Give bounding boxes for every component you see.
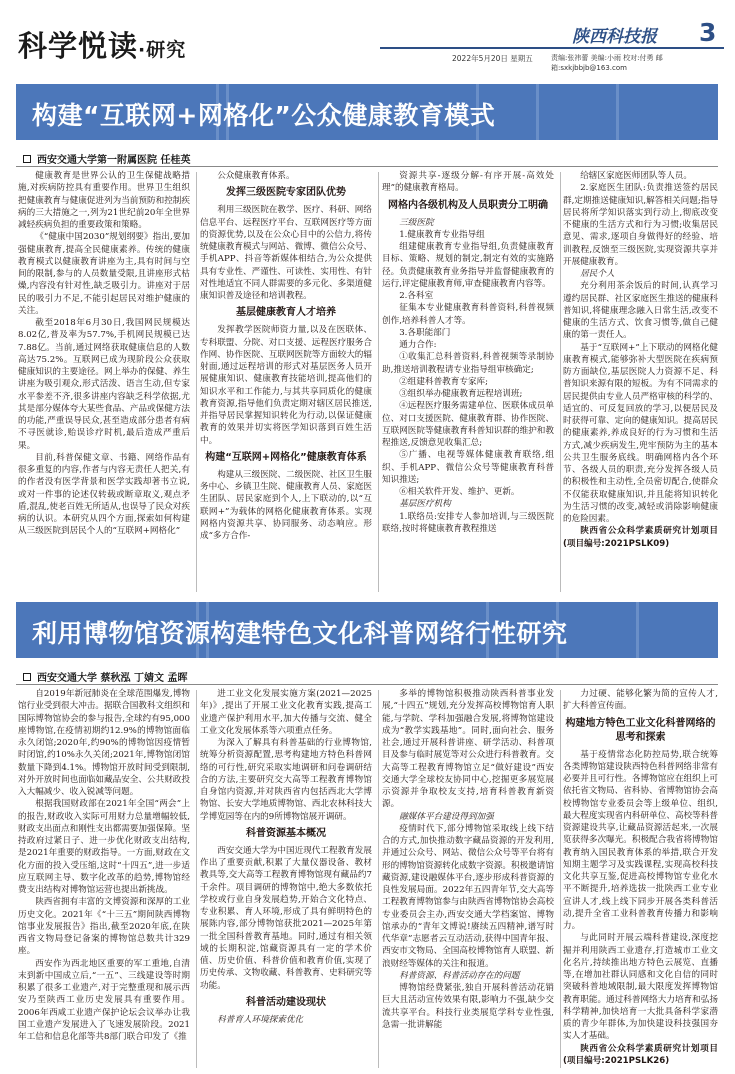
paragraph: ⑤广播、电视等媒体健康教育联络,组织、手机APP、微信公众号等健康教育科普知识推送; — [382, 450, 554, 485]
paragraph: ④远程医疗服务需建单位、医联体成员单位、对口支援医院、健康教育群、协作医院、互联网医院等健康教育科普知识群的维护和教程推送,反馈意见收集汇总; — [382, 401, 554, 448]
paragraph: ⑥相关软件开发、维护、更新。 — [399, 487, 520, 497]
paragraph: 通力合作: — [399, 340, 437, 350]
paragraph: 为深入了解具有科普基础的行业博物馆,统筹分析资源配置,思考构建地方特色科普网络的可行性,研究采取实地调研和问卷调研结合的方法,主要研究交大高等工程教育博物馆自身馆内资源,并对陕西省内包括西北大学博物馆、长安大学地质博物馆、西北农林科技大学博览园等在内的9所博物馆展开调研。 — [200, 738, 372, 822]
section-heading: 科普资源基本概况 — [246, 827, 326, 839]
paragraph: 截至2018年6月30日,我国网民规模达8.02亿,普及率为57.7%,手机网民规模已达7.88亿。当前,通过网络获取健康信息的人数高达75.2%。互联网已成为现阶段公众获取健康知识的主要途径。网上举办的保健、养生讲座为吸引观众,形式活泼、语言生动,但专家水平参差不齐,很多讲座内容缺乏科学依据,尤其是部分媒体夸大某些食品、产品或保健方法的功能,严重误导民众,甚至造成部分患者有病不寻医就诊,贻误诊疗时机,最后造成严重后果。 — [18, 318, 190, 451]
newspaper-name: 陕西科技报 — [572, 27, 657, 47]
article1-col2 — [200, 170, 372, 595]
paragraph: 利用三级医院在教学、医疗、科研、网络信息平台、远程医疗平台、互联网医疗等方面的资源优势,以及在公众心目中的公信力,将传统健康教育模式与网站、微博、微信公众号、手机APP、抖音等新媒体相结合,为公众提供具有专业性、严谨性、可读性、实用性、有针对性地适宜不同人群需要的多元化、多渠道健康知识普及途径和培训教程。 — [200, 205, 372, 301]
paragraph: 多举的博物馆积极推动陕西科普事业发展,“十四五”规划,充分发挥高校博物馆育人职能,与学院、学科加强融合发展,将博物馆建设成为“教学实践基地”。同时,面向社会、服务社会,通过开展科普讲座、研学活动、科普项目及参与临时展览等对公众进行科普教育。交大高等工程教育博物馆立足“做好建设”西安交通大学全球校友协同中心,挖掘更多展览展示资源并争取校友支持,培育科普教育新资源。 — [382, 689, 554, 810]
paragraph: 西安交通大学为中国近现代工程教育发展作出了重要贡献,积累了大量仪器设备、教材教具等,交大高等工程教育博物馆现有藏品约7千余件。项目调研的博物馆中,绝大多数依托学校或行业自身发展趋势,开始合文化特点、专业积累、育人环境,形成了具有鲜明特色的展陈内容,部分博物馆获批2021—2025年第一批全国科普教育基地。同时,通过有相关领域的长期积淀,馆藏资源具有一定的学术价值、历史价值、科普价值和教育价值,实现了历史传承、文物收藏、科普教育、史料研究等功能。 — [200, 845, 372, 991]
article2-col3 — [382, 688, 554, 1070]
article2-author: 西安交通大学 蔡秋泓 丁婧文 孟晖 — [37, 673, 188, 684]
article1-title-banner — [16, 84, 718, 140]
square-bullet-icon — [23, 155, 31, 163]
paragraph: 2.家庭医生团队:负责推送签约居民群,定期推送健康知识,解答相关问题;指导居民将所学知识落实到行动上,彻底改变不健康的生活方式和行为习惯;收集居民意见、需求,逐项自身做得好的经验、培训教程,反馈至三级医院,实现资源共享并开展健康教育。 — [563, 183, 718, 267]
section-heading: 构建“互联网+网格化”健康教育体系 — [205, 451, 367, 463]
article2-title: 利用博物馆资源构建特色文化科普网络行性研究 — [32, 619, 568, 648]
article2-rule — [16, 684, 718, 685]
article1-rule — [16, 166, 718, 167]
paragraph: 基于“互联网+”上下联动的网格化健康教育模式,能够弥补大型医院在疾病预防方面缺位,基层医院人力资源不足、科普知识来源有限的短板。为有不同需求的居民提供由专业人员严格审核的科学的、适宜的、可反复回放的学习,以便居民及时获得可靠、定向的健康知识。提高居民的健康素养,养成良好的行为习惯和生活方式,减少疾病发生,兜牢预防为主的基本公共卫生服务底线。明确网格内各个环节、各级人员的职责,充分发挥各级人员的积极性和主动性,全员密切配合,使群众不仅能获取健康知识,并且能将知识转化为生活习惯的改变,减轻或消除影响健康的危险因素。 — [563, 342, 718, 524]
editor-credits: 责编:张祎蕾 美编:小雨 校对:付勇 邮箱:sxkjbbjb@163.com — [551, 54, 663, 72]
funding-note: 陕西省公众科学素质研究计划项目(项目编号:2021PSLK26) — [563, 1043, 718, 1066]
paragraph: 《“健康中国2030”规划纲要》指出,要加强健康教育,提高全民健康素养。传统的健康教育模式以健康教育讲座为主,具有时间与空间的限制,参与的人员数量受限,且讲座形式枯燥,内容没有针对性,缺乏吸引力。讲座对于居民的吸引力不足,不能引起居民对维护健康的关注。 — [18, 232, 190, 316]
paragraph: 发挥教学医院师资力量,以及在医联体、专科联盟、分院、对口支援、远程医疗服务合作网、协作医院、互联网医院等方面较大的辐射面,通过远程培训的形式对基层医务人员开展健康知识、健康教育技能培训,提高他们的知识水平和工作能力,与其共享同质化的健康教育资源,指导他们负责定期对辖区居民推送,并指导居民掌握知识转化为行动,以保证健康教育的效果并切实将医学知识落到百姓生活中。 — [200, 325, 372, 446]
paragraph: 根据我国财政部在2021年全国“两会”上的报告,财政收入实际可用财力总量增幅较低,财政支出面点和刚性支出都需要加强保障。坚持政府过紧日子、进一步优化财政支出结构,是2021年重要的财政指导。一方面,财政在文化方面的投入受压缩,这时“十四五”,进一步适应互联网主导、数字化改革的趋势,博物馆经费支出结构对博物馆运营也提出新挑战。 — [18, 799, 190, 895]
paragraph: 充分利用茶余饭后的时间,认真学习遵约居民群、社区家庭医生推送的健康科普知识,将健康理念融入日常生活,改变不健康的生活方式、饮食习惯等,做自己健康的第一责任人。 — [563, 281, 718, 341]
issue-date: 2022年5月20日 星期五 — [452, 54, 533, 63]
column-divider — [560, 690, 561, 1068]
subsection-heading: 融媒体平台建设得到加强 — [399, 811, 494, 822]
paragraph: 2.各科室 — [399, 291, 434, 301]
column-divider — [378, 172, 379, 592]
paragraph: 1.健康教育专业指导组 — [399, 229, 485, 240]
paragraph: 博物馆经费紧张,独自开展科普活动花销巨大且活动宣传效果有限,影响力不强,缺少交流共享平台。科技行业类展览学科专业性强,急需一批讲解能 — [382, 983, 554, 1030]
article1-col4 — [563, 170, 718, 595]
paragraph: 西安作为西北地区重要的军工重地,自清末到新中国成立后,“一五”、三线建设等时期积累了很多工业遗产,对于完整重现和展示西安乃至陕西工业历史发展具有重要作用。2006年西咸工业遗产保护论坛会议举办让我国工业遗产发展进入了飞速发展阶段。2021年工信和信息化部等共8部门联合印发了《推 — [18, 958, 190, 1042]
paragraph: 构建从三级医院、二级医院、社区卫生服务中心、乡镇卫生院、健康教育人员、家庭医生团队、居民家庭到个人,上下联动的,以“互联网+”为载体的网格化健康教育体系。实现网格内资源共享、协同服务、动态响应。形成“多方合作- — [200, 469, 372, 541]
paragraph: 组建健康教育专业指导组,负责健康教育目标、策略、规划的制定,制定有效的实施路径。负责健康教育业务指导并监督健康教育的运行,评定健康教育师,审查健康教育内容等。 — [382, 242, 554, 289]
paragraph: 自2019年新冠肺炎在全球范围爆发,博物馆行业受到很大冲击。据联合国教科文组织和国际博物馆协会的参与报告,全球约有95,000座博物馆,在疫情初期约12.9%的博物馆面临永久闭馆;2020年,约90%的博物馆因疫情暂时闭馆,约10%永久关闭;2021年,博物馆闭馆数量下降到4.1%。博物馆开放时间受到限制,对外开放时间也面临如藏品安全、公共财政投入大幅减少、收入锐减等问题。 — [18, 689, 190, 797]
paragraph: 陕西省拥有丰富的文博资源和深厚的工业历史文化。2021年《“十三五”期间陕西博物馆事业发展报告》指出,截至2020年底,在陕西省文物局登记备案的博物馆总数共计329座。 — [18, 897, 190, 957]
section-title: 科学悦读·研究 — [18, 29, 187, 63]
paragraph: 征集本专业健康教育科普资料,科普视频创作,培养科普人才等。 — [382, 303, 554, 326]
funding-note: 陕西省公众科学素质研究计划项目(项目编号:2021PSLK09) — [563, 526, 718, 549]
article1-author: 西安交通大学第一附属医院 任桂英 — [37, 155, 191, 166]
masthead-rule — [380, 47, 724, 49]
article2-title-banner — [16, 602, 718, 658]
paragraph: 给辖区家庭医师团队等人员。 — [580, 171, 692, 181]
section-heading: 科普活动建设现状 — [246, 996, 326, 1008]
article2-col4 — [563, 688, 718, 1070]
subsection-heading: 科普资源、科普活动存在的问题 — [399, 970, 520, 981]
column-divider — [196, 690, 197, 1068]
paragraph: 3.各职能部门 — [399, 327, 451, 338]
paragraph: 进工业文化发展实施方案(2021—2025年)》,提出了开展工业文化教育实践,提高工业遗产保护利用水平,加大传播与交流、健全工业文化发展体系等六项重点任务。 — [200, 689, 372, 736]
section-heading: 构建地方特色工业文化科普网络的思考和探索 — [565, 717, 716, 743]
article1-title: 构建“互联网+网格化”公众健康教育模式 — [32, 101, 496, 130]
paragraph: ③组织举办健康教育远程培训班; — [399, 389, 523, 399]
section-subtitle: ·研究 — [138, 39, 187, 61]
article2-col2 — [200, 688, 372, 1070]
column-divider — [378, 690, 379, 1068]
subsection-heading: 居民个人 — [580, 269, 615, 279]
square-bullet-icon — [23, 673, 31, 681]
paragraph: 公众健康教育体系。 — [217, 171, 295, 181]
subsection-heading: 科普育人环境探索优化 — [217, 1014, 304, 1025]
paragraph: 与此同时开展云端科普建设,深度挖掘并利用陕西工业遗存,打造城市工业文化名片,持续推出地方特色云展览、直播等,在增加社群认同感和文化自信的同时突破科普地域限制,最大限度发挥博物馆教育职能。通过科普网络大力培育和弘扬科学精神,加快培育一大批具备科学家潜质的青少年群体,为加快建设科技强国夯实人才基础。 — [563, 933, 718, 1042]
paragraph: 1.联络员:安排专人参加培训,与三级医院联络,按时将健康教育教程推送 — [382, 511, 554, 534]
column-divider — [560, 172, 561, 592]
article2-byline — [23, 669, 187, 684]
paragraph: 健康教育是世界公认的卫生保健战略措施,对疾病防控具有重要作用。世界卫生组织把健康教育与健康促进列为当前预防和控制疾病的三大措施之一,列为21世纪前20年全世界减轻疾病负担的重要政策和策略。 — [18, 171, 190, 230]
paragraph: 疫情时代下,部分博物馆采取线上线下结合的方式,加快推动数字藏品资源的开发利用,并通过公众号、网站、微信公众号等平台将有形的博物馆资源转化成数字资源。积极邀请馆藏资源,建设融媒体平台,逐步形成科普资源的良性发展局面。2022年五四青年节,交大高等工程教育博物馆参与由陕西省博物馆协会高校专业委员会主办,西安交通大学档案馆、博物馆承办的“青年文博说!赓续五四精神,谱写时代华章”志愿者云互动活动,获得中国青年报、西安市文物局、全国高校博物馆育人联盟、新浪财经等媒体的关注和报道。 — [382, 823, 554, 969]
article2-col1 — [18, 688, 190, 1070]
section-heading: 网格内各级机构及人员职责分工明确 — [388, 199, 548, 211]
paragraph: ②组建科普教育专家库; — [399, 376, 489, 387]
paragraph: ①收集汇总科普资料,科普视频等录制协助,推送培训教程请专业指导组审核确定; — [382, 352, 554, 375]
paragraph: 力过硬、能够化繁为简的宣传人才,扩大科普宣传面。 — [563, 689, 718, 712]
masthead — [0, 0, 735, 72]
article1-byline — [23, 151, 190, 166]
paragraph: 目前,科普保健文章、书籍、网络作品有很多重复的内容,作者与内容无责任人把关,有的作者没有医学背景和医学实践却著书立说,或对一件事的论述仅转载或断章取义,观点矛盾,混乱,使老百姓无所适从,也误导了民众对疾病的认识。本研究从四个方面,探索如何构建从三级医院到居民个人的“互联网+网格化” — [18, 452, 190, 537]
paragraph: 基于疫情常态化防控局势,联合统筹各类博物馆建设陕西特色科普网络非常有必要并且可行性。各博物馆应在组织上可依托省文物局、省科协、省博物馆协会高校博物馆专业委员会等上级单位、组织,最大程度实现省内科研单位、高校等科普资源建设共享,让藏品资源活起来,一次展览获得多次曝光。积极配合我省将博物馆教育纳入国民教育体系的举措,联合开发知期主题学习及实践课程,实现高校科技文化共享互鉴,促进高校博物馆专业化水平不断提升,培养选拔一批陕西工业专业宣讲人才,线上线下同步开展各类科普活动,提升全省工业科普教育传播力和影响力。 — [563, 749, 718, 931]
article1-col1 — [18, 170, 190, 595]
subsection-heading: 三级医院 — [399, 217, 434, 228]
section-heading: 发挥三级医院专家团队优势 — [226, 187, 346, 199]
page-number: 3 — [699, 18, 717, 47]
column-divider — [196, 172, 197, 592]
section-heading: 基层健康教育人才培养 — [236, 307, 336, 319]
article1-col3 — [382, 170, 554, 595]
paragraph: 资源共享-逐级分解-有序开展-高效处理”的健康教育格局。 — [382, 171, 554, 194]
subsection-heading: 基层医疗机构 — [399, 499, 451, 510]
